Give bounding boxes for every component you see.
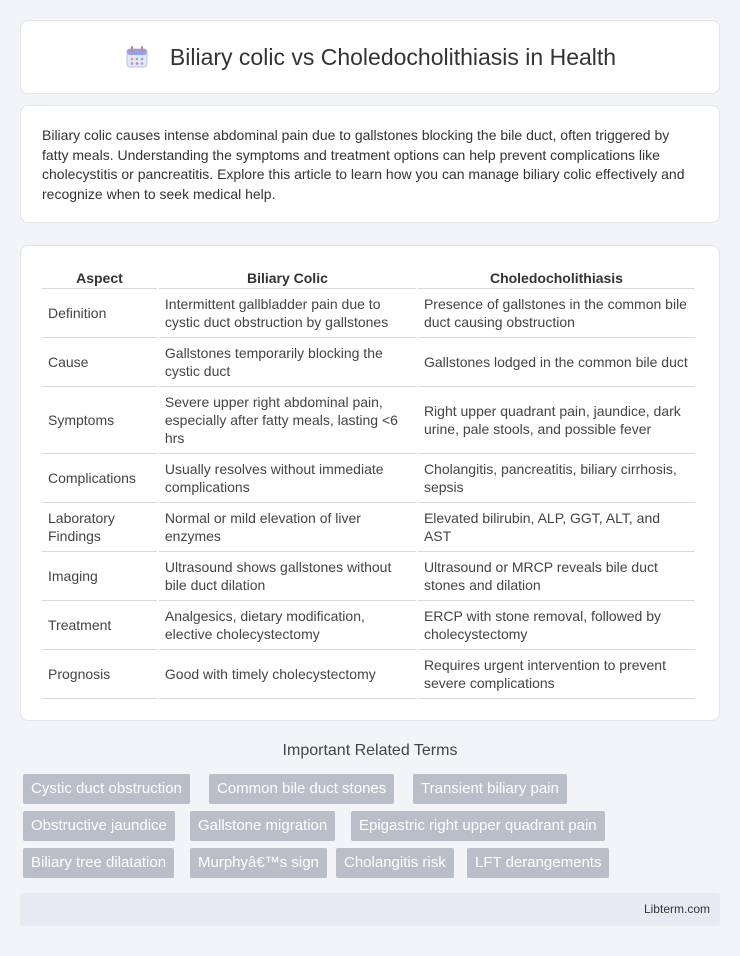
row-biliary-colic: Gallstones temporarily blocking the cystic duct — [159, 338, 416, 387]
row-biliary-colic: Severe upper right abdominal pain, especially after fatty meals, lasting <6 hrs — [159, 387, 416, 454]
footer-site-link[interactable]: Libterm.com — [643, 902, 710, 916]
table-row — [42, 387, 695, 454]
table-row — [42, 338, 695, 387]
row-choledocholithiasis: Requires urgent intervention to prevent severe complications — [418, 650, 695, 699]
row-biliary-colic: Normal or mild elevation of liver enzymes — [159, 503, 416, 552]
row-aspect: Treatment — [42, 601, 157, 650]
comparison-table — [40, 267, 697, 699]
row-choledocholithiasis: Cholangitis, pancreatitis, biliary cirrhosis, sepsis — [418, 454, 695, 503]
related-term-tag[interactable]: LFT derangements — [467, 848, 609, 878]
table-header-row — [42, 267, 695, 289]
row-biliary-colic: Usually resolves without immediate complications — [159, 454, 416, 503]
related-term-tag[interactable]: Transient biliary pain — [413, 774, 567, 804]
related-term-tag[interactable]: Gallstone migration — [190, 811, 335, 841]
header-biliary-colic: Biliary Colic — [159, 267, 416, 289]
row-aspect: Definition — [42, 289, 157, 338]
row-aspect: Cause — [42, 338, 157, 387]
related-term-tag[interactable]: Biliary tree dilatation — [23, 848, 174, 878]
row-choledocholithiasis: Elevated bilirubin, ALP, GGT, ALT, and AST — [418, 503, 695, 552]
row-biliary-colic: Analgesics, dietary modification, elective cholecystectomy — [159, 601, 416, 650]
related-term-tag[interactable]: Murphyâ€™s sign — [190, 848, 327, 878]
header-choledocholithiasis: Choledocholithiasis — [418, 267, 695, 289]
calendar-icon — [124, 44, 150, 70]
table-row — [42, 503, 695, 552]
row-choledocholithiasis: Ultrasound or MRCP reveals bile duct stones and dilation — [418, 552, 695, 601]
row-biliary-colic: Good with timely cholecystectomy — [159, 650, 416, 699]
table-row — [42, 289, 695, 338]
row-choledocholithiasis: ERCP with stone removal, followed by cholecystectomy — [418, 601, 695, 650]
related-terms-heading: Important Related Terms — [282, 742, 458, 759]
row-aspect: Symptoms — [42, 387, 157, 454]
table-row — [42, 650, 695, 699]
row-choledocholithiasis: Presence of gallstones in the common bile duct causing obstruction — [418, 289, 695, 338]
page-title: Biliary colic vs Choledocholithiasis in Health — [169, 43, 617, 70]
footer — [20, 893, 720, 926]
row-aspect: Laboratory Findings — [42, 503, 157, 552]
title-card — [20, 20, 720, 94]
row-aspect: Imaging — [42, 552, 157, 601]
table-row — [42, 552, 695, 601]
related-term-tag[interactable]: Epigastric right upper quadrant pain — [351, 811, 605, 841]
comparison-table-card — [20, 245, 720, 721]
intro-card — [20, 105, 720, 223]
related-term-tag[interactable]: Common bile duct stones — [209, 774, 394, 804]
table-row — [42, 454, 695, 503]
row-choledocholithiasis: Gallstones lodged in the common bile duct — [418, 338, 695, 387]
related-term-tag[interactable]: Obstructive jaundice — [23, 811, 175, 841]
header-aspect: Aspect — [42, 267, 157, 289]
row-biliary-colic: Ultrasound shows gallstones without bile duct dilation — [159, 552, 416, 601]
row-biliary-colic: Intermittent gallbladder pain due to cystic duct obstruction by gallstones — [159, 289, 416, 338]
row-aspect: Complications — [42, 454, 157, 503]
intro-text: Biliary colic causes intense abdominal pain due to gallstones blocking the bile duct, often triggered by fatty meals. Understanding the symptoms and treatment options can help prevent complications like cholecystitis or pancreatitis. Explore this article to learn how you can manage biliary colic effectively and recognize when to seek medical help. — [42, 127, 685, 202]
table-row — [42, 601, 695, 650]
related-term-tag[interactable]: Cholangitis risk — [336, 848, 454, 878]
row-aspect: Prognosis — [42, 650, 157, 699]
related-term-tag[interactable]: Cystic duct obstruction — [23, 774, 190, 804]
row-choledocholithiasis: Right upper quadrant pain, jaundice, dark urine, pale stools, and possible fever — [418, 387, 695, 454]
